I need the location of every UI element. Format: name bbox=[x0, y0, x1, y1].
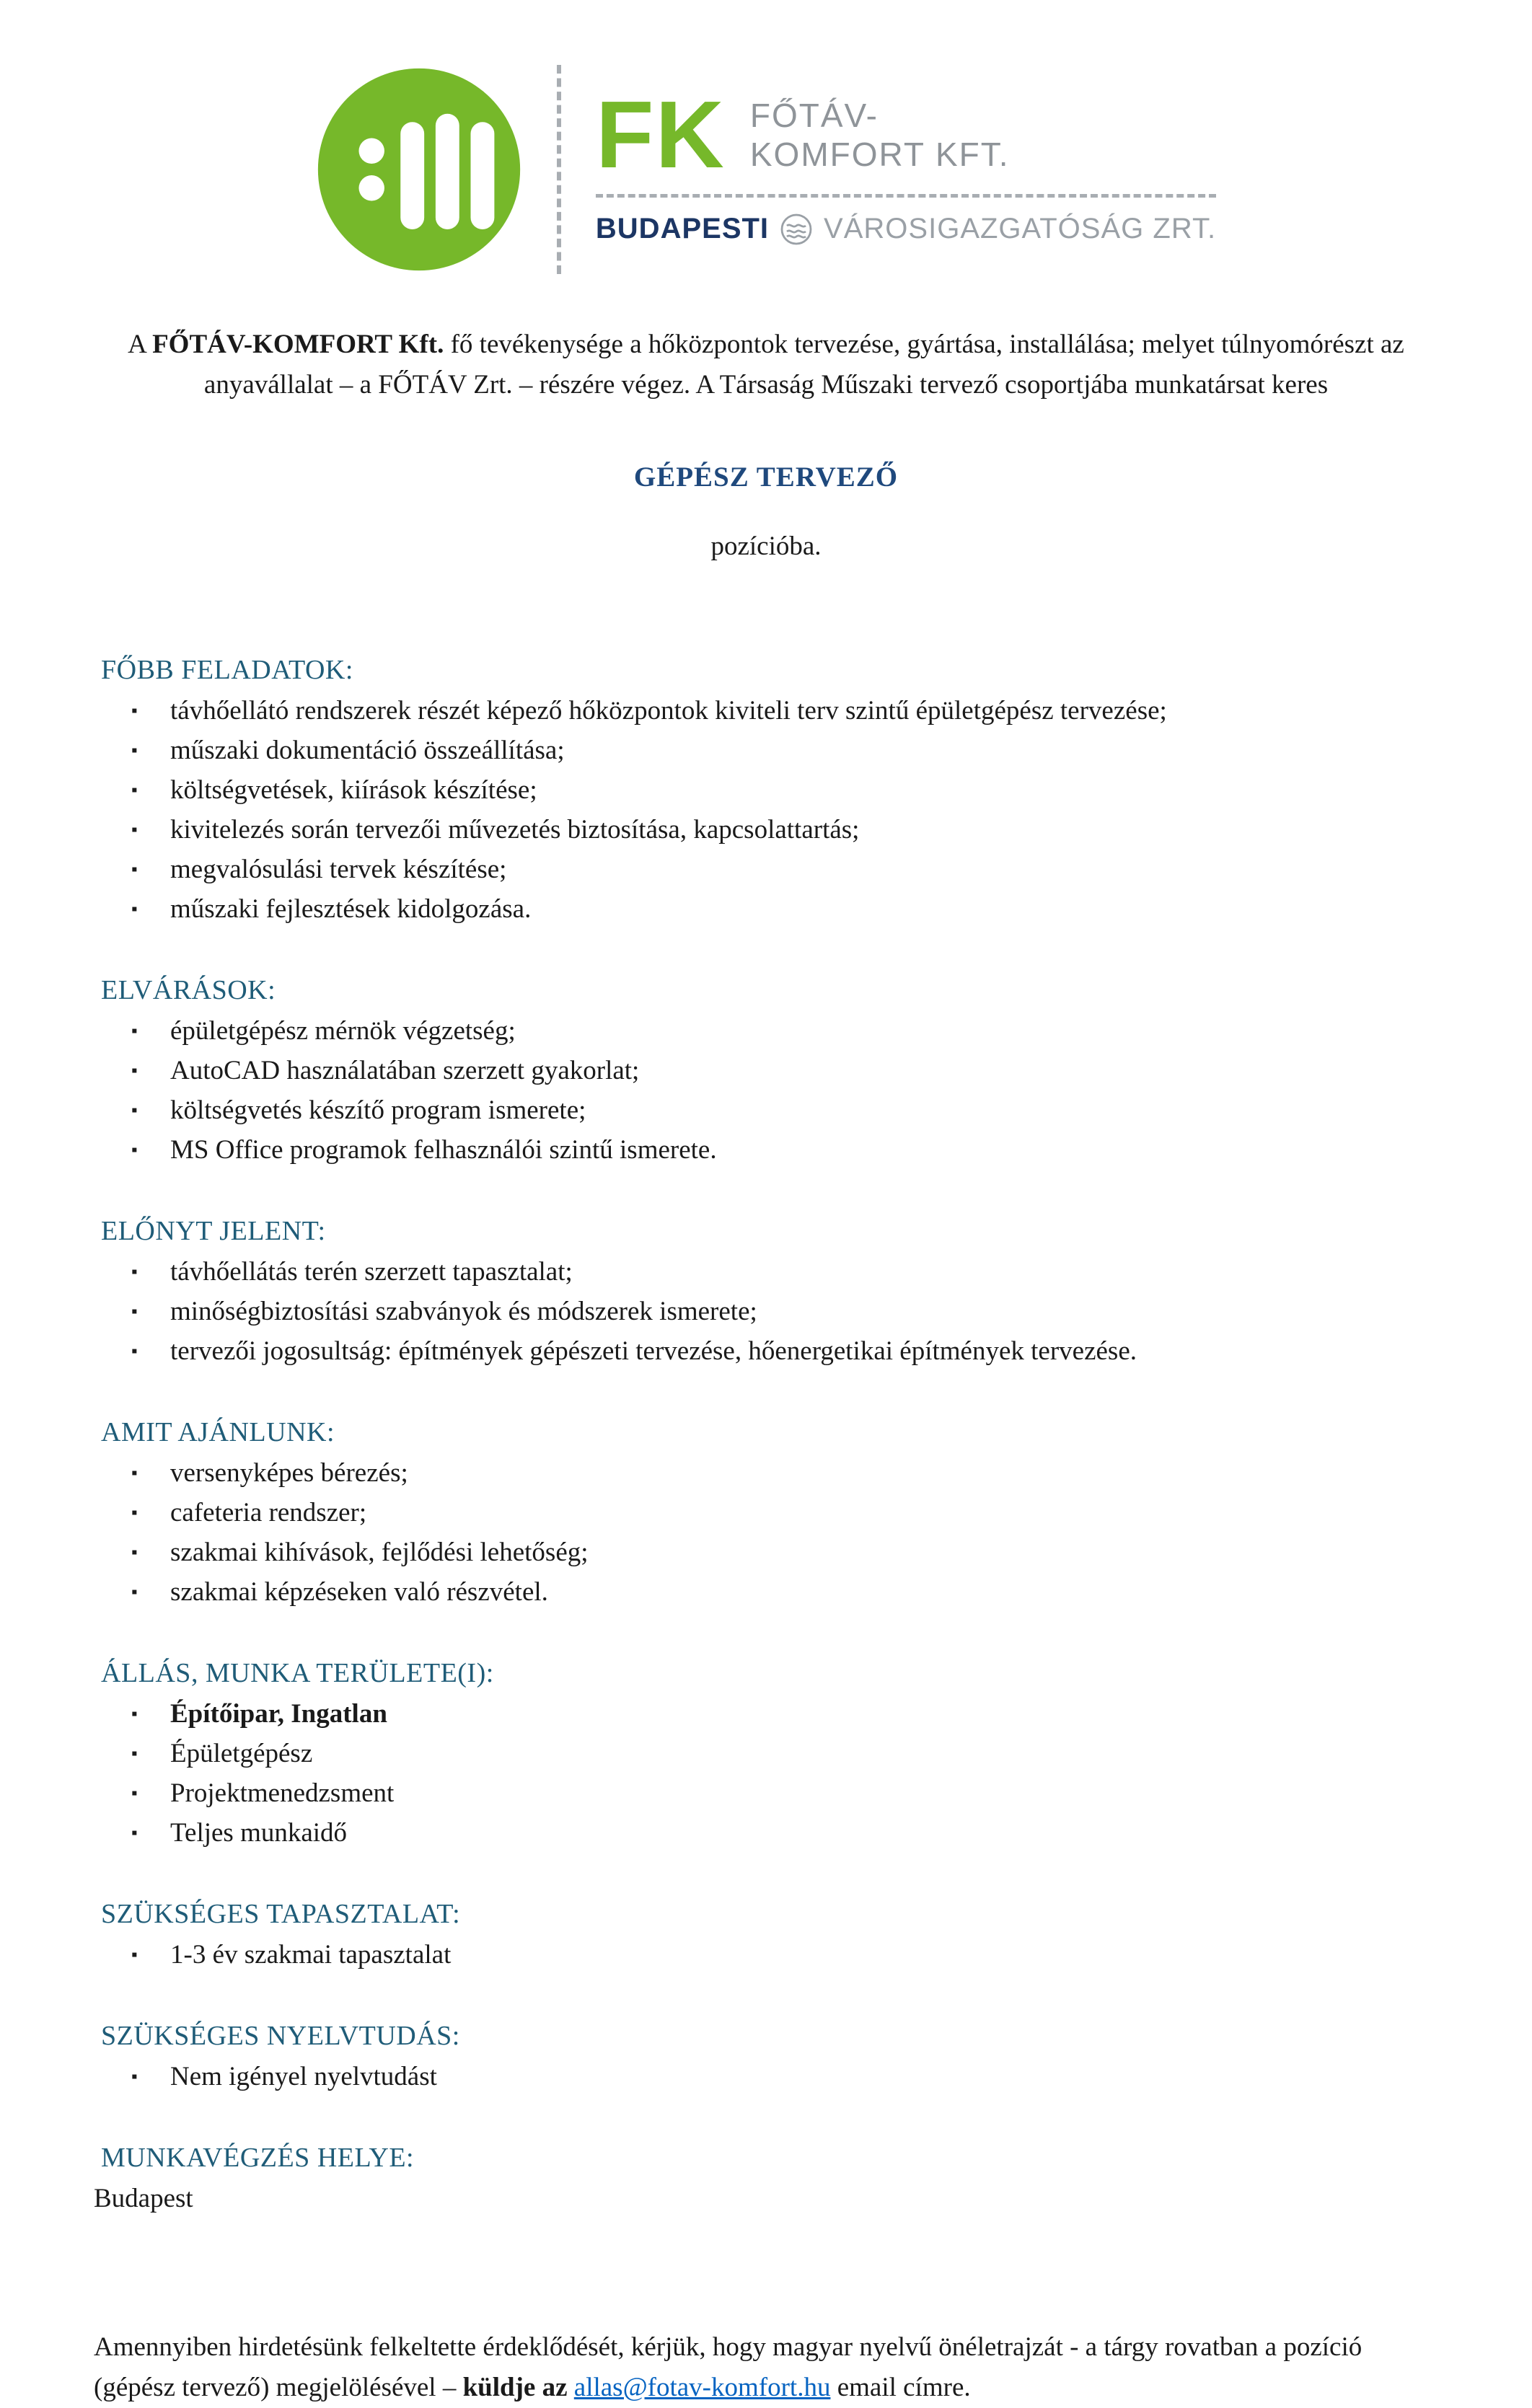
work-location: Budapest bbox=[94, 2184, 193, 2213]
section-heading: ÁLLÁS, MUNKA TERÜLETE(I): bbox=[101, 1658, 494, 1688]
list-item bbox=[94, 1454, 1438, 1494]
list-item bbox=[94, 1774, 1438, 1814]
list-item-text: Építőipar, Ingatlan bbox=[170, 1699, 387, 1729]
section-szukseges-tapasztalat bbox=[94, 1898, 1438, 1975]
page-title: GÉPÉSZ TERVEZŐ bbox=[633, 462, 899, 493]
parent-company-line bbox=[596, 212, 1216, 247]
list-item-text: kivitelezés során tervezői művezetés biztosítása, kapcsolattartás; bbox=[170, 815, 860, 844]
bullet-list bbox=[94, 2058, 1438, 2097]
bullet-icon: ▪ bbox=[131, 741, 138, 760]
list-item-text: megvalósulási tervek készítése; bbox=[170, 855, 507, 884]
list-item bbox=[94, 1253, 1438, 1292]
closing-bold: küldje az bbox=[462, 2372, 574, 2402]
list-item bbox=[94, 850, 1438, 890]
company-logo bbox=[94, 65, 1438, 274]
section-heading: MUNKAVÉGZÉS HELYE: bbox=[101, 2143, 415, 2173]
list-item bbox=[94, 1814, 1438, 1853]
section-heading: SZÜKSÉGES NYELVTUDÁS: bbox=[101, 2021, 460, 2051]
brand-line1: FŐTÁV- bbox=[749, 97, 879, 135]
list-item bbox=[94, 692, 1438, 731]
section-amit-ajanlunk bbox=[94, 1416, 1438, 1613]
list-item-text: minőségbiztosítási szabványok és módszerek ismerete; bbox=[170, 1297, 757, 1326]
bullet-icon: ▪ bbox=[131, 1946, 138, 1964]
list-item bbox=[94, 1533, 1438, 1573]
list-item-text: cafeteria rendszer; bbox=[170, 1498, 367, 1527]
list-item-text: AutoCAD használatában szerzett gyakorlat; bbox=[170, 1056, 640, 1085]
section-elonyt-jelent bbox=[94, 1215, 1438, 1372]
list-item bbox=[94, 1573, 1438, 1613]
list-item bbox=[94, 1012, 1438, 1051]
bullet-icon: ▪ bbox=[131, 1101, 138, 1120]
list-item bbox=[94, 1494, 1438, 1533]
list-item bbox=[94, 1332, 1438, 1372]
list-item bbox=[94, 811, 1438, 850]
section-szukseges-nyelvtudas bbox=[94, 2020, 1438, 2097]
varosigazgatosag-label: VÁROSIGAZGATÓSÁG ZRT. bbox=[824, 213, 1217, 245]
list-item bbox=[94, 2058, 1438, 2097]
intro-paragraph bbox=[94, 325, 1438, 405]
list-item-text: Teljes munkaidő bbox=[170, 1818, 348, 1848]
section-allas-munka-terulete bbox=[94, 1657, 1438, 1853]
list-item-text: Projektmenedzsment bbox=[170, 1778, 395, 1808]
bullet-icon: ▪ bbox=[131, 900, 138, 919]
list-item-text: szakmai kihívások, fejlődési lehetőség; bbox=[170, 1538, 589, 1567]
bullet-icon: ▪ bbox=[131, 1824, 138, 1843]
section-elvarasok bbox=[94, 974, 1438, 1170]
budapesti-label: BUDAPESTI bbox=[595, 213, 770, 245]
fk-wordmark: FK bbox=[595, 81, 726, 188]
list-item-text: műszaki fejlesztések kidolgozása. bbox=[170, 894, 532, 924]
intro-rest: fő tevékenysége a hőközpontok tervezése, gyártása, installálása; melyet túlnyomórészt az anyavállalat – a FŐTÁV Zrt. – részére végez. A Társaság Műszaki tervező csoportjába munkatársat keres bbox=[203, 330, 1404, 400]
list-item-text: épületgépész mérnök végzetség; bbox=[170, 1016, 516, 1046]
bullet-icon: ▪ bbox=[131, 1504, 138, 1522]
bullet-icon: ▪ bbox=[131, 1745, 138, 1763]
section-heading: AMIT AJÁNLUNK: bbox=[101, 1417, 335, 1447]
list-item bbox=[94, 1292, 1438, 1332]
section-heading: SZÜKSÉGES TAPASZTALAT: bbox=[101, 1899, 461, 1929]
varosigazgatosag-emblem-icon bbox=[779, 212, 814, 247]
bullet-icon: ▪ bbox=[131, 1464, 138, 1483]
bullet-icon: ▪ bbox=[131, 702, 138, 720]
intro-company-bold: FŐTÁV-KOMFORT Kft. bbox=[152, 330, 444, 359]
bullet-icon: ▪ bbox=[131, 1784, 138, 1803]
list-item bbox=[94, 1131, 1438, 1170]
dashed-divider bbox=[596, 194, 1216, 198]
brand-name bbox=[750, 96, 1010, 175]
bullet-icon: ▪ bbox=[131, 1062, 138, 1080]
section-heading: ELŐNYT JELENT: bbox=[101, 1216, 326, 1246]
bullet-icon: ▪ bbox=[131, 821, 138, 839]
list-item bbox=[94, 1051, 1438, 1091]
list-item bbox=[94, 771, 1438, 811]
list-item-text: költségvetés készítő program ismerete; bbox=[170, 1095, 586, 1125]
email-link[interactable]: allas@fotav-komfort.hu bbox=[573, 2372, 831, 2402]
bullet-icon: ▪ bbox=[131, 860, 138, 879]
position-subtitle: pozícióba. bbox=[710, 532, 822, 561]
list-item bbox=[94, 1091, 1438, 1131]
closing-text: Amennyiben hirdetésünk felkeltette érdeklődését, kérjük, hogy magyar nyelvű önéletrajzát - a tárgy rovatban a pozíció (gépész tervező) megjelölésével – bbox=[94, 2332, 1362, 2402]
bullet-icon: ▪ bbox=[131, 781, 138, 800]
fotav-komfort-logo-icon bbox=[316, 66, 522, 273]
bullet-list bbox=[94, 692, 1438, 930]
closing-paragraph bbox=[94, 2327, 1438, 2408]
bullet-icon: ▪ bbox=[131, 1543, 138, 1562]
bullet-list bbox=[94, 1253, 1438, 1372]
list-item-text: versenyképes bérezés; bbox=[170, 1458, 408, 1488]
list-item bbox=[94, 1936, 1438, 1975]
bullet-icon: ▪ bbox=[131, 1022, 138, 1041]
bullet-icon: ▪ bbox=[131, 1141, 138, 1160]
list-item-text: távhőellátás terén szerzett tapasztalat; bbox=[170, 1257, 573, 1287]
bullet-list bbox=[94, 1012, 1438, 1170]
bullet-icon: ▪ bbox=[131, 1302, 138, 1321]
list-item bbox=[94, 1695, 1438, 1734]
bullet-list bbox=[94, 1454, 1438, 1613]
closing-rest: email címre. bbox=[830, 2372, 971, 2402]
list-item-text: távhőellátó rendszerek részét képező hőközpontok kiviteli terv szintű épületgépész tervezése; bbox=[170, 696, 1167, 726]
list-item-text: Épületgépész bbox=[170, 1739, 313, 1768]
brand-line2: KOMFORT KFT. bbox=[749, 136, 1010, 174]
list-item-text: tervezői jogosultság: építmények gépészeti tervezése, hőenergetikai építmények tervezése. bbox=[170, 1336, 1137, 1366]
list-item-text: Nem igényel nyelvtudást bbox=[170, 2062, 437, 2091]
bullet-list bbox=[94, 1695, 1438, 1853]
list-item bbox=[94, 890, 1438, 930]
list-item bbox=[94, 731, 1438, 771]
section-heading: ELVÁRÁSOK: bbox=[101, 975, 276, 1005]
list-item-text: szakmai képzéseken való részvétel. bbox=[170, 1577, 548, 1607]
bullet-icon: ▪ bbox=[131, 1263, 138, 1282]
bullet-icon: ▪ bbox=[131, 1342, 138, 1361]
section-munkavegzes-helye bbox=[94, 2142, 1438, 2219]
list-item-text: MS Office programok felhasználói szintű ismerete. bbox=[170, 1135, 717, 1165]
section-heading: FŐBB FELADATOK: bbox=[101, 655, 353, 685]
list-item-text: 1-3 év szakmai tapasztalat bbox=[170, 1940, 452, 1970]
bullet-list bbox=[94, 1936, 1438, 1975]
list-item bbox=[94, 1734, 1438, 1774]
list-item-text: műszaki dokumentáció összeállítása; bbox=[170, 736, 565, 765]
intro-prefix: A bbox=[128, 330, 153, 359]
logo-text-block bbox=[557, 65, 1216, 274]
bullet-icon: ▪ bbox=[131, 2068, 138, 2086]
list-item-text: költségvetések, kiírások készítése; bbox=[170, 775, 537, 805]
bullet-icon: ▪ bbox=[131, 1705, 138, 1724]
section-fobb-feladatok bbox=[94, 654, 1438, 930]
bullet-icon: ▪ bbox=[131, 1583, 138, 1602]
